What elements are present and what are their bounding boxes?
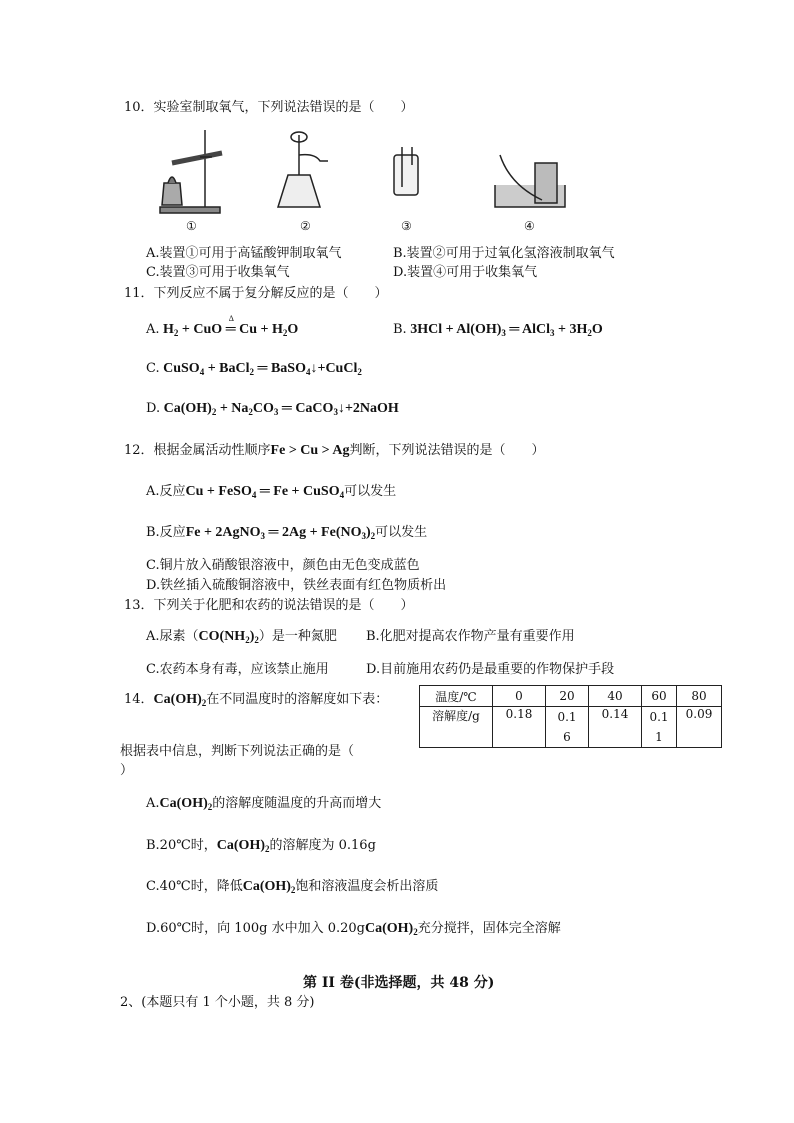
q10-stem: 10．实验室制取氧气，下列说法错误的是（ ） xyxy=(124,100,414,115)
table-cell: 0.1 6 xyxy=(546,707,589,748)
table-header-solubility: 溶解度/g xyxy=(420,707,493,748)
q12-option-a: A.反应Cu + FeSO$_4$ ═ Fe + CuSO$_4$可以发生 xyxy=(146,484,397,500)
q14-option-a: $A.Ca(OH)_2$的溶解度随温度的升高而增大 xyxy=(146,796,382,812)
q13-option-c: C.农药本身有毒，应该禁止施用 xyxy=(146,662,329,677)
q11-option-b: B. $3HCl + Al(OH)_3$ ═ AlCl$_3$ + $3H_2O$ xyxy=(393,322,603,338)
table-cell: 0.14 xyxy=(589,707,642,748)
q12-option-b: B.反应Fe + 2AgNO$_3$ ═ $2Ag + Fe(NO_3)_2$可以发生 xyxy=(146,525,428,541)
apparatus-label-4: ④ xyxy=(524,219,535,233)
table-cell: 80 xyxy=(677,686,722,707)
q14-option-c: C.40℃时，降低$Ca(OH)_2$饱和溶液温度会析出溶质 xyxy=(146,879,439,895)
q12-option-d: D.铁丝插入硫酸铜溶液中，铁丝表面有红色物质析出 xyxy=(146,578,447,593)
q14-intro-line2: ） xyxy=(120,763,134,778)
q13-option-b: B.化肥对提高农作物产量有重要作用 xyxy=(366,629,575,644)
q10-option-b: B.装置②可用于过氧化氢溶液制取氧气 xyxy=(393,246,615,261)
section-2-subtitle: 2、(本题只有 1 个小题，共 8 分) xyxy=(120,995,315,1010)
apparatus-1-figure xyxy=(160,130,222,213)
apparatus-label-2: ② xyxy=(300,219,311,233)
q12-stem: 12．根据金属活动性顺序Fe > Cu > Ag判断，下列说法错误的是（ ） xyxy=(124,443,545,458)
q13-option-a: A.尿素$(CO(NH_2)_2)$是一种氮肥 xyxy=(146,629,337,645)
apparatus-figures xyxy=(150,125,570,235)
q14-option-d: D.60℃时，向 100g 水中加入 $0.20gCa(OH)_2$充分搅拌，固体完全溶解 xyxy=(146,921,561,937)
table-cell: 20 xyxy=(546,686,589,707)
q13-option-d: D.目前施用农药仍是最重要的作物保护手段 xyxy=(366,662,615,677)
table-cell: 0.1 1 xyxy=(642,707,677,748)
q11-option-a: A. $H_2$ + CuO ═ Δ $Cu + H_2O$ xyxy=(146,322,298,338)
apparatus-4-figure xyxy=(495,155,565,207)
table-row xyxy=(420,686,722,707)
apparatus-2-figure xyxy=(278,132,328,207)
apparatus-label-1: ① xyxy=(186,219,197,233)
q10-option-a: A.装置①可用于高锰酸钾制取氧气 xyxy=(146,246,342,261)
table-cell: 0.18 xyxy=(493,707,546,748)
table-cell: 0 xyxy=(493,686,546,707)
section-2-title: 第 II 卷(非选择题，共 48 分) xyxy=(303,975,495,991)
q11-stem: 11．下列反应不属于复分解反应的是（ ） xyxy=(124,286,388,301)
table-row xyxy=(420,707,722,748)
q11-option-c: C. CuSO$_4$ + BaCl$_2$ ═ BaSO$_4$↓+CuCl$_2$ xyxy=(146,361,362,377)
heat-triangle-icon: Δ xyxy=(228,314,234,323)
solubility-table xyxy=(419,685,722,748)
q10-option-d: D.装置④可用于收集氧气 xyxy=(393,265,538,280)
apparatus-label-3: ③ xyxy=(401,219,412,233)
table-header-temperature: 温度/℃ xyxy=(420,686,493,707)
q10-option-c: C.装置③可用于收集氧气 xyxy=(146,265,290,280)
table-cell: 60 xyxy=(642,686,677,707)
q14-intro-line1: 根据表中信息，判断下列说法正确的是（ xyxy=(120,744,355,759)
apparatus-3-figure xyxy=(394,147,418,195)
q11-option-d: D. $Ca(OH)_2 + Na_2CO_3$ ═ CaCO$_3$↓+2NaOH xyxy=(146,401,399,417)
q14-option-b: B.20℃时，$Ca(OH)_2$的溶解度为 0.16g xyxy=(146,838,376,854)
q14-stem: 14．$Ca(OH)_2$在不同温度时的溶解度如下表： xyxy=(124,692,389,708)
q12-option-c: C.铜片放入硝酸银溶液中，颜色由无色变成蓝色 xyxy=(146,558,420,573)
table-cell: 40 xyxy=(589,686,642,707)
q13-stem: 13．下列关于化肥和农药的说法错误的是（ ） xyxy=(124,598,414,613)
table-cell: 0.09 xyxy=(677,707,722,748)
